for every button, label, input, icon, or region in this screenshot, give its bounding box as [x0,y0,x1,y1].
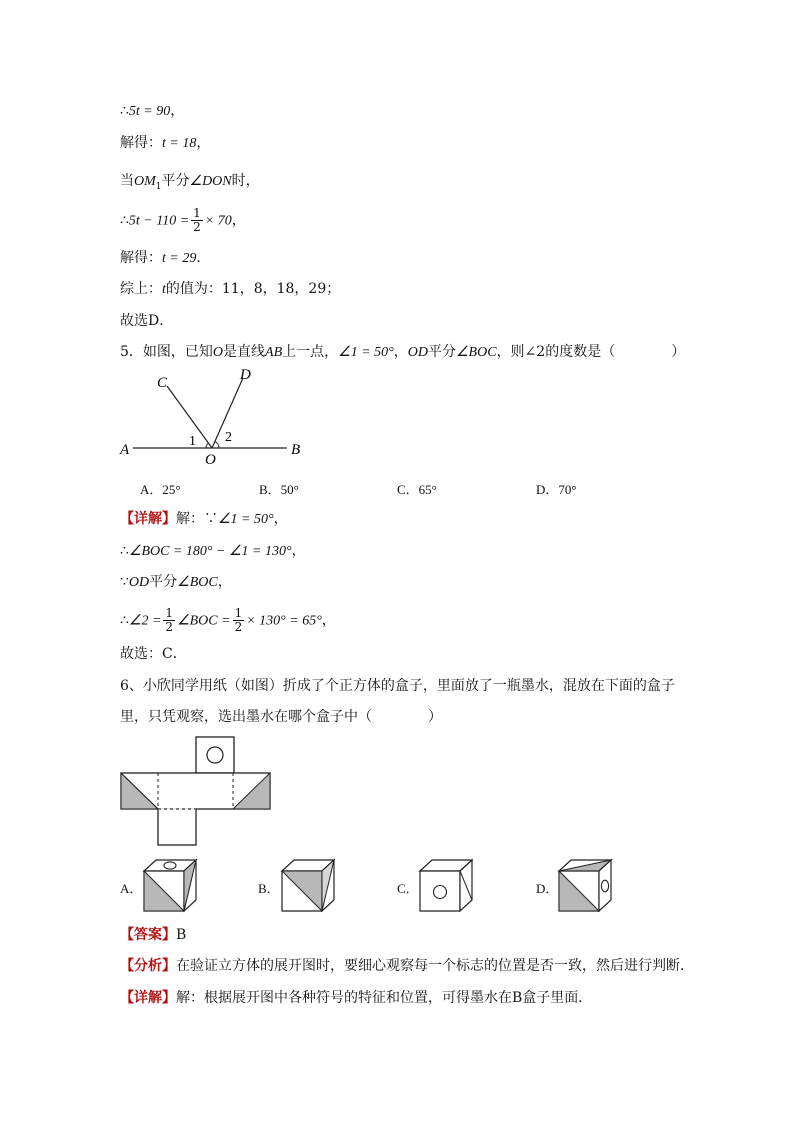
label-c: C [157,375,168,391]
label-b: B [291,442,301,458]
prev-line-1: ∴5t = 90， [120,103,185,119]
label-o: O [205,452,216,468]
q5-angle-figure [115,362,315,472]
fraction: $\frac{1}{2}$ [234,606,243,634]
q5-sol-2: ∴∠BOC = 180° − ∠1 = 130°， [120,543,306,559]
q5-stem: 5．如图，已知O是直线AB上一点，∠1 = 50°，OD平分∠BOC，则∠2的度数是（ ） [120,344,686,360]
q6-analysis: 【分析】在验证立方体的展开图时，要细心观察每一个标志的位置是否一致，然后进行判断． [120,958,694,974]
q6-detail: 【详解】解：根据展开图中各种符号的特征和位置，可得墨水在B盒子里面． [120,990,593,1006]
cube-net-figure [118,735,276,847]
prev-line-3: 当$OM_1$平分∠DON时， [120,173,260,192]
q6-option-d-cube [555,855,617,915]
q5-option-d: D．70° [536,482,577,497]
q5-option-a: A．25° [140,482,181,497]
net-bottom-face [158,809,196,845]
label-a: A [120,442,130,458]
ink-circle-mark [164,862,176,869]
q6-option-d-label: D． [536,881,559,896]
prev-line-6: 综上：t的值为：11，8，18，29； [120,281,341,297]
ink-circle-mark [434,886,447,899]
label-d: D [240,367,251,383]
q5-sol-4: ∴∠2 = $\frac{1}{2}$ ∠BOC = $\frac{1}{2}$ × 130° = 65°， [120,606,336,634]
q6-option-b-label: B． [258,881,280,896]
ink-circle-mark [207,747,223,763]
q6-option-c-label: C． [397,881,419,896]
q5-option-c: C．65° [397,482,437,497]
q6-option-a-label: A． [120,881,143,896]
q6-stem-line-2: 里，只凭观察，选出墨水在哪个盒子中（ ） [120,709,442,725]
q5-sol-5: 故选：C． [120,646,187,662]
angle-1-arc [206,443,209,448]
ink-circle-mark [601,880,608,892]
fraction: $\frac{1}{2}$ [165,606,174,634]
prev-line-4: ∴5t − 110 = $\frac{1}{2}$ × 70， [120,206,246,234]
q6-option-b-cube [278,855,340,915]
prev-line-7: 故选D． [120,313,174,329]
q5-sol-1: 【详解】解：∵∠1 = 50°， [120,511,288,527]
q6-option-a-cube [140,855,202,915]
prev-line-5: 解得：t = 29． [120,250,211,266]
q6-stem-line-1: 6、小欣同学用纸（如图）折成了个正方体的盒子，里面放了一瓶墨水，混放在下面的盒子 [120,678,675,694]
fraction: $\frac{1}{2}$ [193,206,201,234]
angle-2-arc [215,442,219,449]
q5-option-b: B．50° [259,482,299,497]
label-angle-1: 1 [189,434,196,449]
q5-sol-3: ∵OD平分∠BOC， [120,574,232,590]
q6-answer: 【答案】B [120,927,187,943]
prev-line-2: 解得：t = 18， [120,135,211,151]
q6-option-c-cube [416,855,478,915]
label-angle-2: 2 [225,430,232,445]
